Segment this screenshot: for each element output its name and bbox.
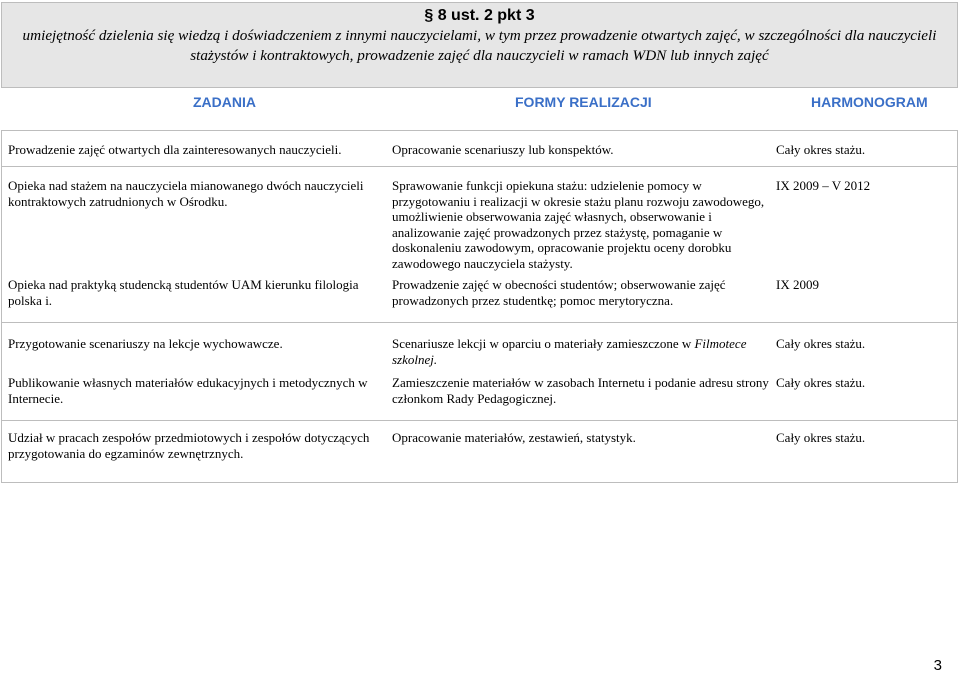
schedule-cell: Cały okres stażu. (776, 336, 866, 351)
column-header-tasks: ZADANIA (193, 94, 256, 110)
row-divider (1, 420, 958, 421)
task-cell: Prowadzenie zajęć otwartych dla zainteresowanych nauczycieli. (8, 142, 342, 157)
task-cell: Publikowanie własnych materiałów edukacyjnych i metodycznych w Internecie. (8, 375, 368, 406)
page-number: 3 (933, 657, 942, 674)
schedule-cell: IX 2009 (776, 277, 819, 292)
form-cell: Zamieszczenie materiałów w zasobach Internetu i podanie adresu strony członkom Rady Pedagogicznej. (392, 375, 769, 406)
form-cell: Sprawowanie funkcji opiekuna stażu: udzielenie pomocy w przygotowaniu i realizacji w okresie stażu planu rozwoju zawodowego, umożliwienie obserwowania zajęć własnych, obserwowanie i analizowanie zajęć prowadzonych przez stażystę, pomaganie w doskonaleniu zawodowym, opracowanie projektu oceny dorobku zawodowego nauczyciela stażysty. (392, 178, 765, 271)
section-header (1, 2, 958, 88)
schedule-cell: Cały okres stażu. (776, 375, 866, 390)
column-header-schedule: HARMONOGRAM (811, 94, 928, 110)
schedule-cell: IX 2009 – V 2012 (776, 178, 871, 193)
section-description: umiejętność dzielenia się wiedzą i doświadczeniem z innymi nauczycielami, w tym przez prowadzenie otwartych zajęć, w szczególności dla nauczycieli stażystów i kontraktowych, prowadzenie zajęć dla nauczycieli w ramach WDN lub innych zajęć (22, 27, 937, 64)
schedule-cell: Cały okres stażu. (776, 142, 866, 157)
column-headers (0, 94, 960, 112)
task-cell: Przygotowanie scenariuszy na lekcje wychowawcze. (8, 336, 283, 351)
form-text: Scenariusze lekcji w oparciu o materiały zamieszczone w (392, 336, 695, 351)
form-cell (392, 336, 772, 367)
form-text-italic: Filmotece szkolnej. (392, 336, 747, 367)
task-cell: Udział w pracach zespołów przedmiotowych i zespołów dotyczących przygotowania do egzaminów zewnętrznych. (8, 430, 370, 461)
schedule-cell: Cały okres stażu. (776, 430, 866, 445)
form-cell: Opracowanie materiałów, zestawień, statystyk. (392, 430, 636, 445)
task-cell: Opieka nad praktyką studencką studentów UAM kierunku filologia polska i. (8, 277, 359, 308)
row-divider (1, 166, 958, 167)
task-cell: Opieka nad stażem na nauczyciela mianowanego dwóch nauczycieli kontraktowych zatrudnionych w Ośrodku. (8, 178, 364, 209)
form-cell: Opracowanie scenariuszy lub konspektów. (392, 142, 614, 157)
section-title: § 8 ust. 2 pkt 3 (424, 7, 535, 24)
row-divider (1, 322, 958, 323)
column-header-forms: FORMY REALIZACJI (515, 94, 652, 110)
form-cell: Prowadzenie zajęć w obecności studentów; obserwowanie zajęć prowadzonych przez studentkę; pomoc merytoryczna. (392, 277, 726, 308)
